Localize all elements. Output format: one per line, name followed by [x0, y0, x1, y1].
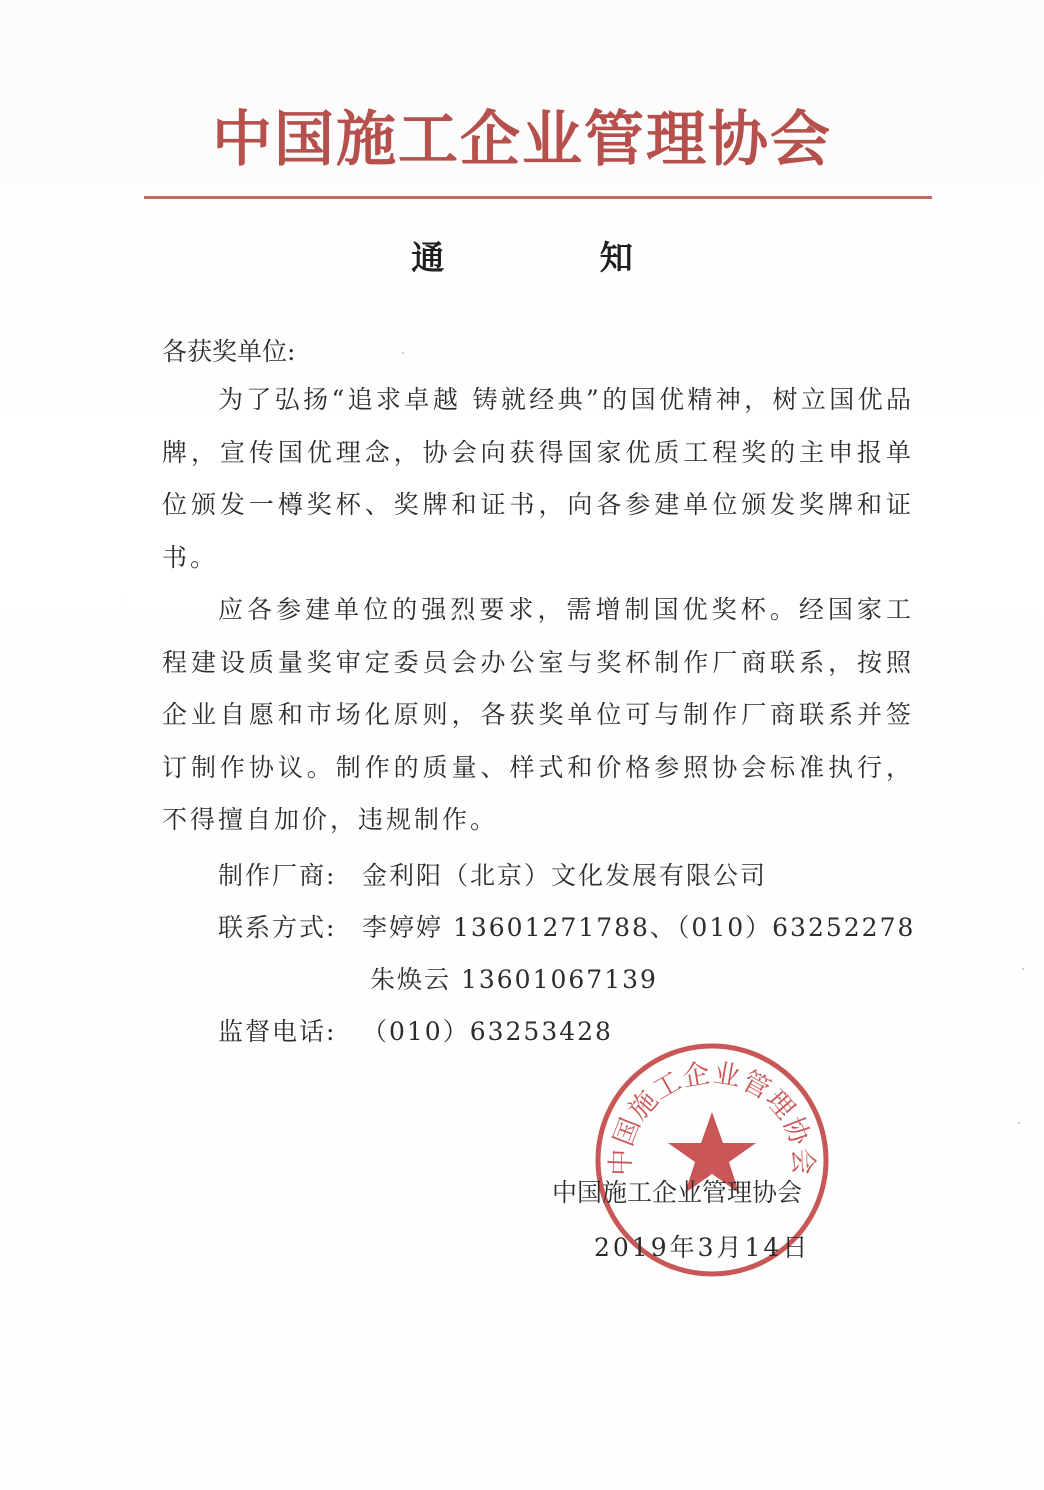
paper-speck	[1018, 1122, 1020, 1124]
contact-value-1: 李婷婷 13601271788、（010）63252278	[362, 913, 916, 942]
signature-date: 2019年3月14日	[594, 1233, 811, 1262]
svg-text:中国施工企业管理协会: 中国施工企业管理协会	[605, 1057, 819, 1177]
contact-label: 联系方式:	[218, 913, 337, 942]
contact-value-2: 朱焕云 13601067139	[370, 965, 658, 994]
notice-title: 通 知	[411, 238, 705, 277]
body-paragraph-2: 应各参建单位的强烈要求，需增制国优奖杯。经国家工程建设质量奖审定委员会办公室与奖杯制作厂商联系，按照企业自愿和市场化原则，各获奖单位可与制作厂商联系并签订制作协议。制作的质量、样式和价格参照协会标准执行，不得擅自加价，违规制作。	[162, 595, 914, 834]
maker-label: 制作厂商:	[218, 861, 337, 890]
paper-speck	[1022, 968, 1024, 970]
paper-speck	[402, 352, 404, 354]
supervision-label: 监督电话:	[218, 1017, 337, 1046]
salutation: 各获奖单位:	[162, 337, 296, 366]
maker-value: 金利阳（北京）文化发展有限公司	[362, 861, 768, 890]
supervision-value: （010）63253428	[362, 1017, 613, 1046]
signature-organization: 中国施工企业管理协会	[552, 1178, 803, 1207]
letterhead-divider	[144, 196, 932, 199]
body-paragraph-1: 为了弘扬“追求卓越 铸就经典”的国优精神，树立国优品牌，宣传国优理念，协会向获得国家优质工程奖的主申报单位颁发一樽奖杯、奖牌和证书，向各参建单位颁发奖牌和证书。	[162, 385, 914, 572]
letterhead-title: 中国施工企业管理协会	[212, 105, 832, 175]
